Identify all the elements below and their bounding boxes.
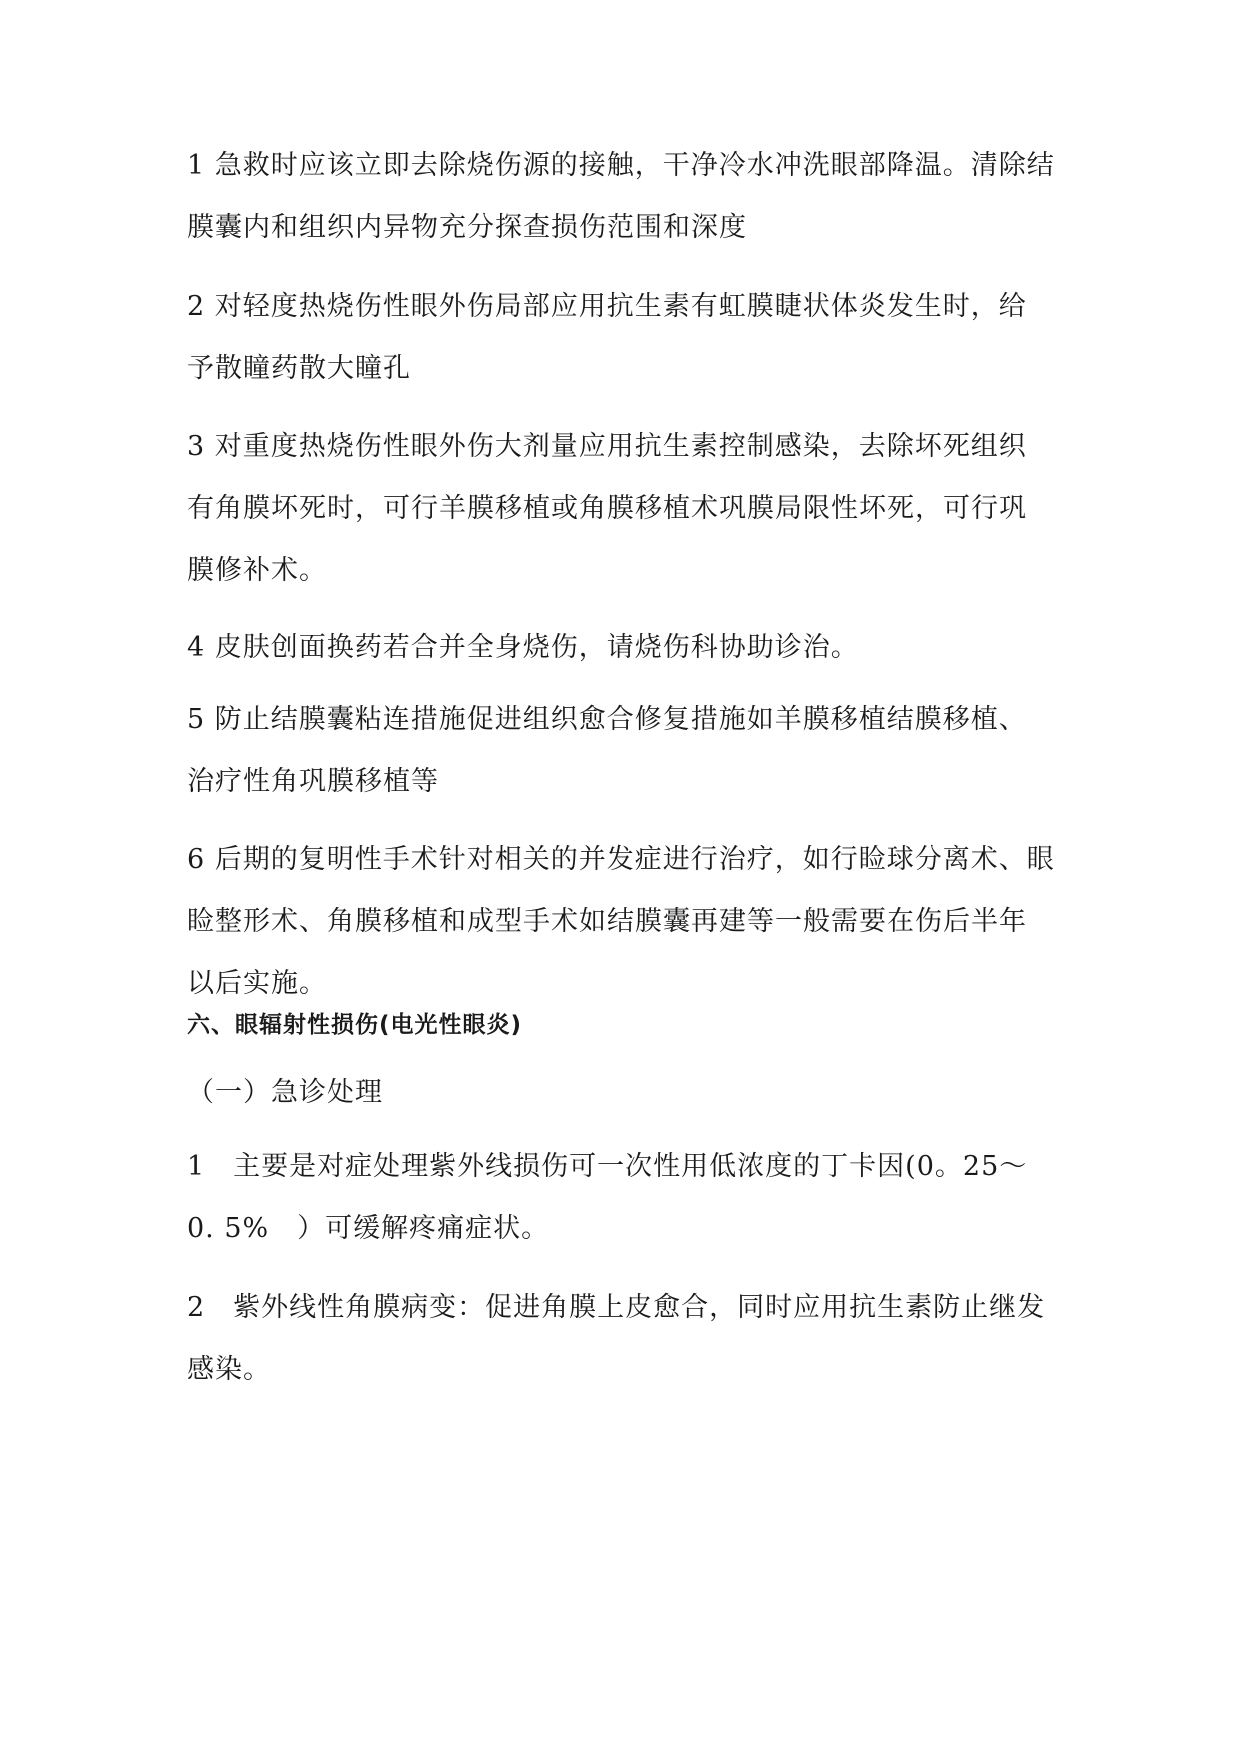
paragraph-line: 感染。 bbox=[187, 1354, 271, 1385]
paragraph-line: 1 主要是对症处理紫外线损伤可一次性用低浓度的丁卡因(0。25～ bbox=[187, 1151, 1028, 1182]
paragraph-line: 睑整形术、角膜移植和成型手术如结膜囊再建等一般需要在伤后半年 bbox=[187, 906, 1027, 937]
paragraph-line: 3 对重度热烧伤性眼外伤大剂量应用抗生素控制感染，去除坏死组织 bbox=[187, 431, 1027, 462]
paragraph-line: 5 防止结膜囊粘连措施促进组织愈合修复措施如羊膜移植结膜移植、 bbox=[187, 704, 1027, 735]
paragraph-line: 以后实施。 bbox=[187, 968, 327, 999]
paragraph-line: 0. 5% ）可缓解疼痛症状。 bbox=[187, 1213, 550, 1244]
paragraph-line: 膜修补术。 bbox=[187, 555, 327, 586]
sub-paragraph-1 bbox=[187, 1136, 1087, 1260]
paragraph-5 bbox=[187, 689, 1087, 813]
paragraph-line: 2 紫外线性角膜病变：促进角膜上皮愈合，同时应用抗生素防止继发 bbox=[187, 1292, 1046, 1323]
section-heading: 六、眼辐射性损伤(电光性眼炎) bbox=[187, 1012, 523, 1038]
paragraph-4 bbox=[187, 617, 1087, 679]
paragraph-6 bbox=[187, 829, 1087, 1015]
paragraph-line: 予散瞳药散大瞳孔 bbox=[187, 353, 411, 384]
paragraph-line: 6 后期的复明性手术针对相关的并发症进行治疗，如行睑球分离术、眼 bbox=[187, 844, 1055, 875]
paragraph-line: 治疗性角巩膜移植等 bbox=[187, 766, 439, 797]
paragraph-2 bbox=[187, 276, 1087, 400]
paragraph-line: 有角膜坏死时，可行羊膜移植或角膜移植术巩膜局限性坏死，可行巩 bbox=[187, 493, 1027, 524]
paragraph-line: 膜囊内和组织内异物充分探查损伤范围和深度 bbox=[187, 212, 747, 243]
paragraph-line: 4 皮肤创面换药若合并全身烧伤，请烧伤科协助诊治。 bbox=[187, 632, 859, 663]
subsection-heading: （一）急诊处理 bbox=[187, 1077, 383, 1108]
paragraph-line: 2 对轻度热烧伤性眼外伤局部应用抗生素有虹膜睫状体炎发生时，给 bbox=[187, 291, 1027, 322]
paragraph-line: 1 急救时应该立即去除烧伤源的接触，干净冷水冲洗眼部降温。清除结 bbox=[187, 150, 1055, 181]
sub-paragraph-2 bbox=[187, 1277, 1087, 1401]
paragraph-1 bbox=[187, 135, 1087, 259]
paragraph-3 bbox=[187, 416, 1087, 602]
